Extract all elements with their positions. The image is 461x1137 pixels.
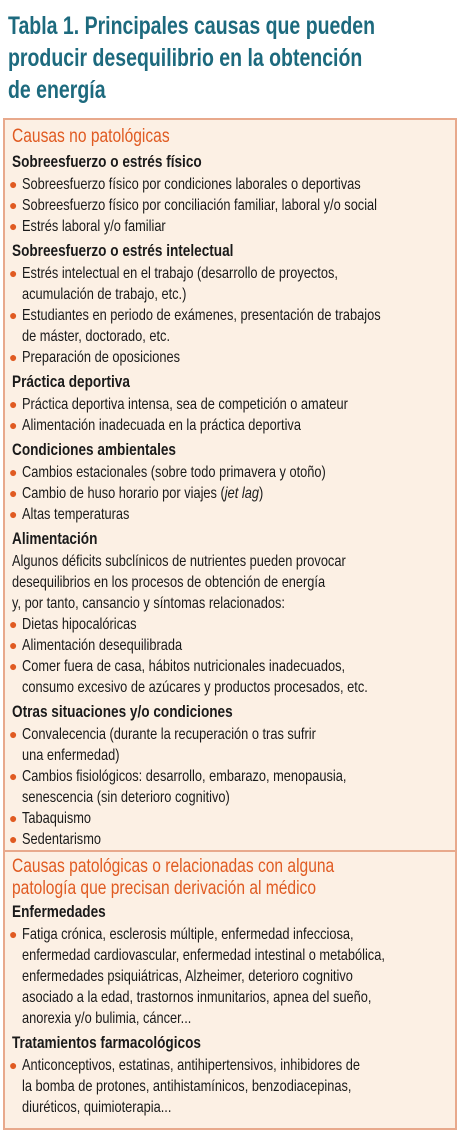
list-item-line: Estrés intelectual en el trabajo (desarrollo de proyectos,	[22, 265, 338, 282]
bullet-icon: ●	[9, 637, 18, 653]
table-title-line: de energía	[8, 76, 106, 104]
list-item-line: Dietas hipocalóricas	[22, 616, 137, 633]
section-title-line: patología que precisan derivación al médico	[12, 878, 317, 899]
list-item-line: Preparación de oposiciones	[22, 349, 180, 366]
list-item-line: Fatiga crónica, esclerosis múltiple, enfermedad infecciosa,	[22, 926, 354, 943]
group-intro-line: Algunos déficits subclínicos de nutrientes pueden provocar	[12, 553, 346, 570]
list-item-line: Comer fuera de casa, hábitos nutricionales inadecuados,	[22, 658, 346, 675]
group-heading: Tratamientos farmacológicos	[12, 1033, 201, 1052]
bullet-icon: ●	[9, 396, 18, 412]
group-intro-line: desequilibrios en los procesos de obtención de energía	[12, 574, 326, 591]
list-item-line: Sobreesfuerzo físico por condiciones laborales o deportivas	[22, 176, 361, 193]
list-item-line: Estrés laboral y/o familiar	[22, 218, 166, 235]
list-item-line: enfermedades psiquiátricas, Alzheimer, deterioro cognitivo	[22, 968, 353, 985]
list-item-line: Estudiantes en periodo de exámenes, presentación de trabajos	[22, 307, 381, 324]
list-item-line: anorexia y/o bulimia, cáncer...	[22, 1010, 192, 1027]
bullet-icon: ●	[9, 197, 18, 213]
group-heading: Otras situaciones y/o condiciones	[12, 702, 233, 721]
list-item-line: Tabaquismo	[22, 810, 92, 827]
bullet-icon: ●	[9, 658, 18, 674]
list-item-line: Cambios estacionales (sobre todo primavera y otoño)	[22, 464, 326, 481]
bullet-icon: ●	[9, 831, 18, 847]
list-item-line: Cambios fisiológicos: desarrollo, embarazo, menopausia,	[22, 768, 347, 785]
bullet-icon: ●	[9, 506, 18, 522]
list-item-line: Sobreesfuerzo físico por conciliación familiar, laboral y/o social	[22, 197, 378, 214]
causes-box	[3, 118, 457, 1130]
list-item-line: una enfermedad)	[22, 747, 120, 764]
list-item-line: Alimentación desequilibrada	[22, 637, 183, 654]
list-item-line: Cambio de huso horario por viajes (jet lag)	[22, 485, 264, 502]
list-item-line: Altas temperaturas	[22, 506, 130, 523]
list-item-line: enfermedad cardiovascular, enfermedad intestinal o metabólica,	[22, 947, 385, 964]
bullet-icon: ●	[9, 810, 18, 826]
section-title: Causas no patológicas	[12, 126, 170, 147]
bullet-icon: ●	[9, 417, 18, 433]
bullet-icon: ●	[9, 768, 18, 784]
group-heading: Práctica deportiva	[12, 372, 130, 391]
table-title-line: Tabla 1. Principales causas que pueden	[8, 12, 376, 40]
group-heading: Sobreesfuerzo o estrés físico	[12, 152, 202, 171]
section-title	[12, 856, 455, 900]
list-item-line: Sedentarismo	[22, 831, 101, 848]
bullet-icon: ●	[9, 464, 18, 480]
section-non-pathological	[5, 120, 455, 850]
list-item-line: de máster, doctorado, etc.	[22, 328, 170, 345]
bullet-icon: ●	[9, 726, 18, 742]
bullet-icon: ●	[9, 926, 18, 942]
section-title-line: Causas patológicas o relacionadas con alguna	[12, 856, 335, 877]
group-intro-line: y, por tanto, cansancio y síntomas relacionados:	[12, 595, 285, 612]
bullet-icon: ●	[9, 218, 18, 234]
bullet-icon: ●	[9, 349, 18, 365]
table-title-line: producir desequilibrio en la obtención	[8, 44, 363, 72]
bullet-icon: ●	[9, 265, 18, 281]
list-item-line: Práctica deportiva intensa, sea de competición o amateur	[22, 396, 348, 413]
list-item-line: consumo excesivo de azúcares y productos procesados, etc.	[22, 679, 368, 696]
section-pathological	[5, 850, 455, 1132]
group-heading: Alimentación	[12, 529, 98, 548]
bullet-icon: ●	[9, 176, 18, 192]
list-item-line: la bomba de protones, antihistamínicos, benzodiacepinas,	[22, 1078, 352, 1095]
list-item-line: diuréticos, quimioterapia...	[22, 1099, 172, 1116]
bullet-icon: ●	[9, 485, 18, 501]
table-title	[8, 10, 445, 106]
group-heading: Condiciones ambientales	[12, 440, 176, 459]
list-item-line: Alimentación inadecuada en la práctica deportiva	[22, 417, 301, 434]
bullet-icon: ●	[9, 616, 18, 632]
group-heading: Enfermedades	[12, 902, 106, 921]
list-item-line: acumulación de trabajo, etc.)	[22, 286, 187, 303]
bullet-icon: ●	[9, 1057, 18, 1073]
list-item-line: Convalecencia (durante la recuperación o tras sufrir	[22, 726, 316, 743]
list-item-line: asociado a la edad, trastornos inmunitarios, apnea del sueño,	[22, 989, 372, 1006]
list-item-line: senescencia (sin deterioro cognitivo)	[22, 789, 230, 806]
list-item-line: Anticonceptivos, estatinas, antihipertensivos, inhibidores de	[22, 1057, 360, 1074]
bullet-icon: ●	[9, 307, 18, 323]
group-heading: Sobreesfuerzo o estrés intelectual	[12, 241, 234, 260]
